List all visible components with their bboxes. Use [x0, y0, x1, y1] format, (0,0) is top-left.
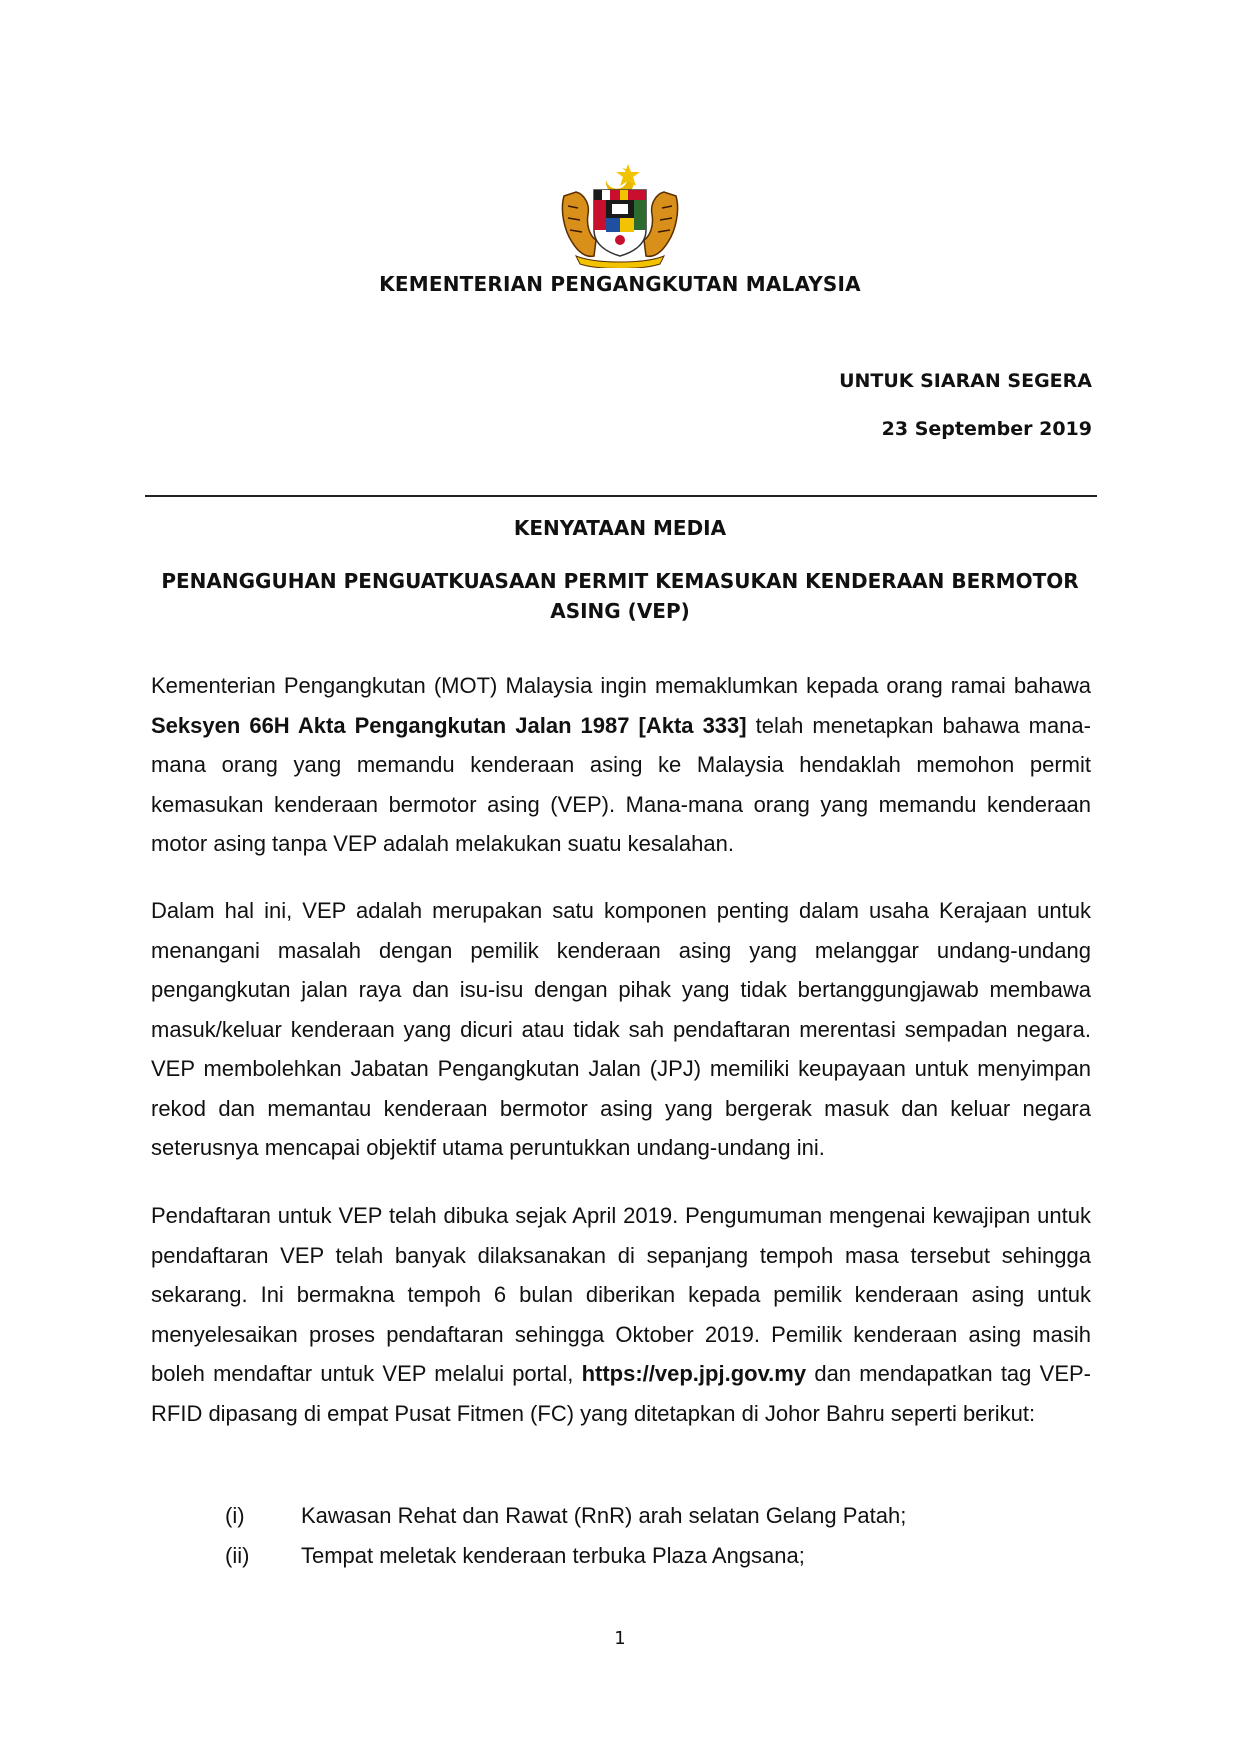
portal-link[interactable]: https://vep.jpj.gov.my — [581, 1361, 807, 1386]
paragraph-1-bold-reference: Seksyen 66H Akta Pengangkutan Jalan 1987 [Akta 333] — [151, 712, 747, 738]
release-date: 23 September 2019 — [881, 418, 1092, 440]
paragraph-3-text-a: Pendaftaran untuk VEP telah dibuka sejak April 2019. Pengumuman mengenai kewajipan untuk pendaftaran VEP telah banyak dilaksanakan di sepanjang tempoh masa tersebut sehingga sekarang. Ini bermakna tempoh 6 bulan diberikan kepada pemilik kenderaan asing untuk menyelesaikan proses pendaftaran sehingga Oktober 2019. Pemilik kenderaan asing masih boleh mendaftar untuk VEP melalui portal, — [151, 1203, 1091, 1386]
subject-line-1: PENANGGUHAN PENGUATKUASAAN PERMIT KEMASUKAN KENDERAAN BERMOTOR — [161, 569, 1079, 593]
page-number: 1 — [614, 1628, 626, 1649]
list-item-text: Kawasan Rehat dan Rawat (RnR) arah selatan Gelang Patah; — [301, 1503, 907, 1528]
paragraph-3-text-b: dan mendapatkan tag VEP-RFID dipasang di empat Pusat Fitmen (FC) yang ditetapkan di Johor Bahru seperti berikut: — [151, 1361, 1091, 1426]
list-item-number: (i) — [225, 1503, 245, 1528]
paragraph-2: Dalam hal ini, VEP adalah merupakan satu komponen penting dalam usaha Kerajaan untuk menangani masalah dengan pemilik kenderaan asing yang melanggar undang-undang pengangkutan jalan raya dan isu-isu dengan pihak yang tidak bertanggungjawab membawa masuk/keluar kenderaan yang dicuri atau tidak sah pendaftaran merentasi sempadan negara. VEP membolehkan Jabatan Pengangkutan Jalan (JPJ) memiliki keupayaan untuk menyimpan rekod dan memantau kenderaan bermotor asing yang bergerak masuk dan keluar negara seterusnya mencapai objektif utama peruntukkan undang-undang ini. — [151, 898, 1091, 1160]
list-item-text: Tempat meletak kenderaan terbuka Plaza Angsana; — [301, 1543, 805, 1568]
paragraph-3 — [151, 1196, 1091, 1433]
paragraph-1-text-b: telah menetapkan bahawa mana-mana orang yang memandu kenderaan asing ke Malaysia hendaklah memohon permit kemasukan kenderaan bermotor asing (VEP). Mana-mana orang yang memandu kenderaan motor asing tanpa VEP adalah melakukan suatu kesalahan. — [151, 712, 1091, 856]
document-subject — [0, 566, 1240, 626]
list-item — [0, 1543, 1240, 1583]
ministry-name: KEMENTERIAN PENGANGKUTAN MALAYSIA — [379, 272, 861, 296]
subject-line-2: ASING (VEP) — [550, 599, 690, 623]
release-note: UNTUK SIARAN SEGERA — [839, 370, 1092, 392]
document-label: KENYATAAN MEDIA — [513, 516, 727, 540]
coat-of-arms-logo — [556, 160, 684, 268]
list-item-number: (ii) — [225, 1543, 250, 1568]
paragraph-1-text-a: Kementerian Pengangkutan (MOT) Malaysia ingin memaklumkan kepada orang ramai bahawa — [151, 673, 1091, 698]
list-item — [0, 1503, 1240, 1543]
horizontal-divider — [145, 495, 1097, 497]
paragraph-1 — [151, 666, 1091, 864]
